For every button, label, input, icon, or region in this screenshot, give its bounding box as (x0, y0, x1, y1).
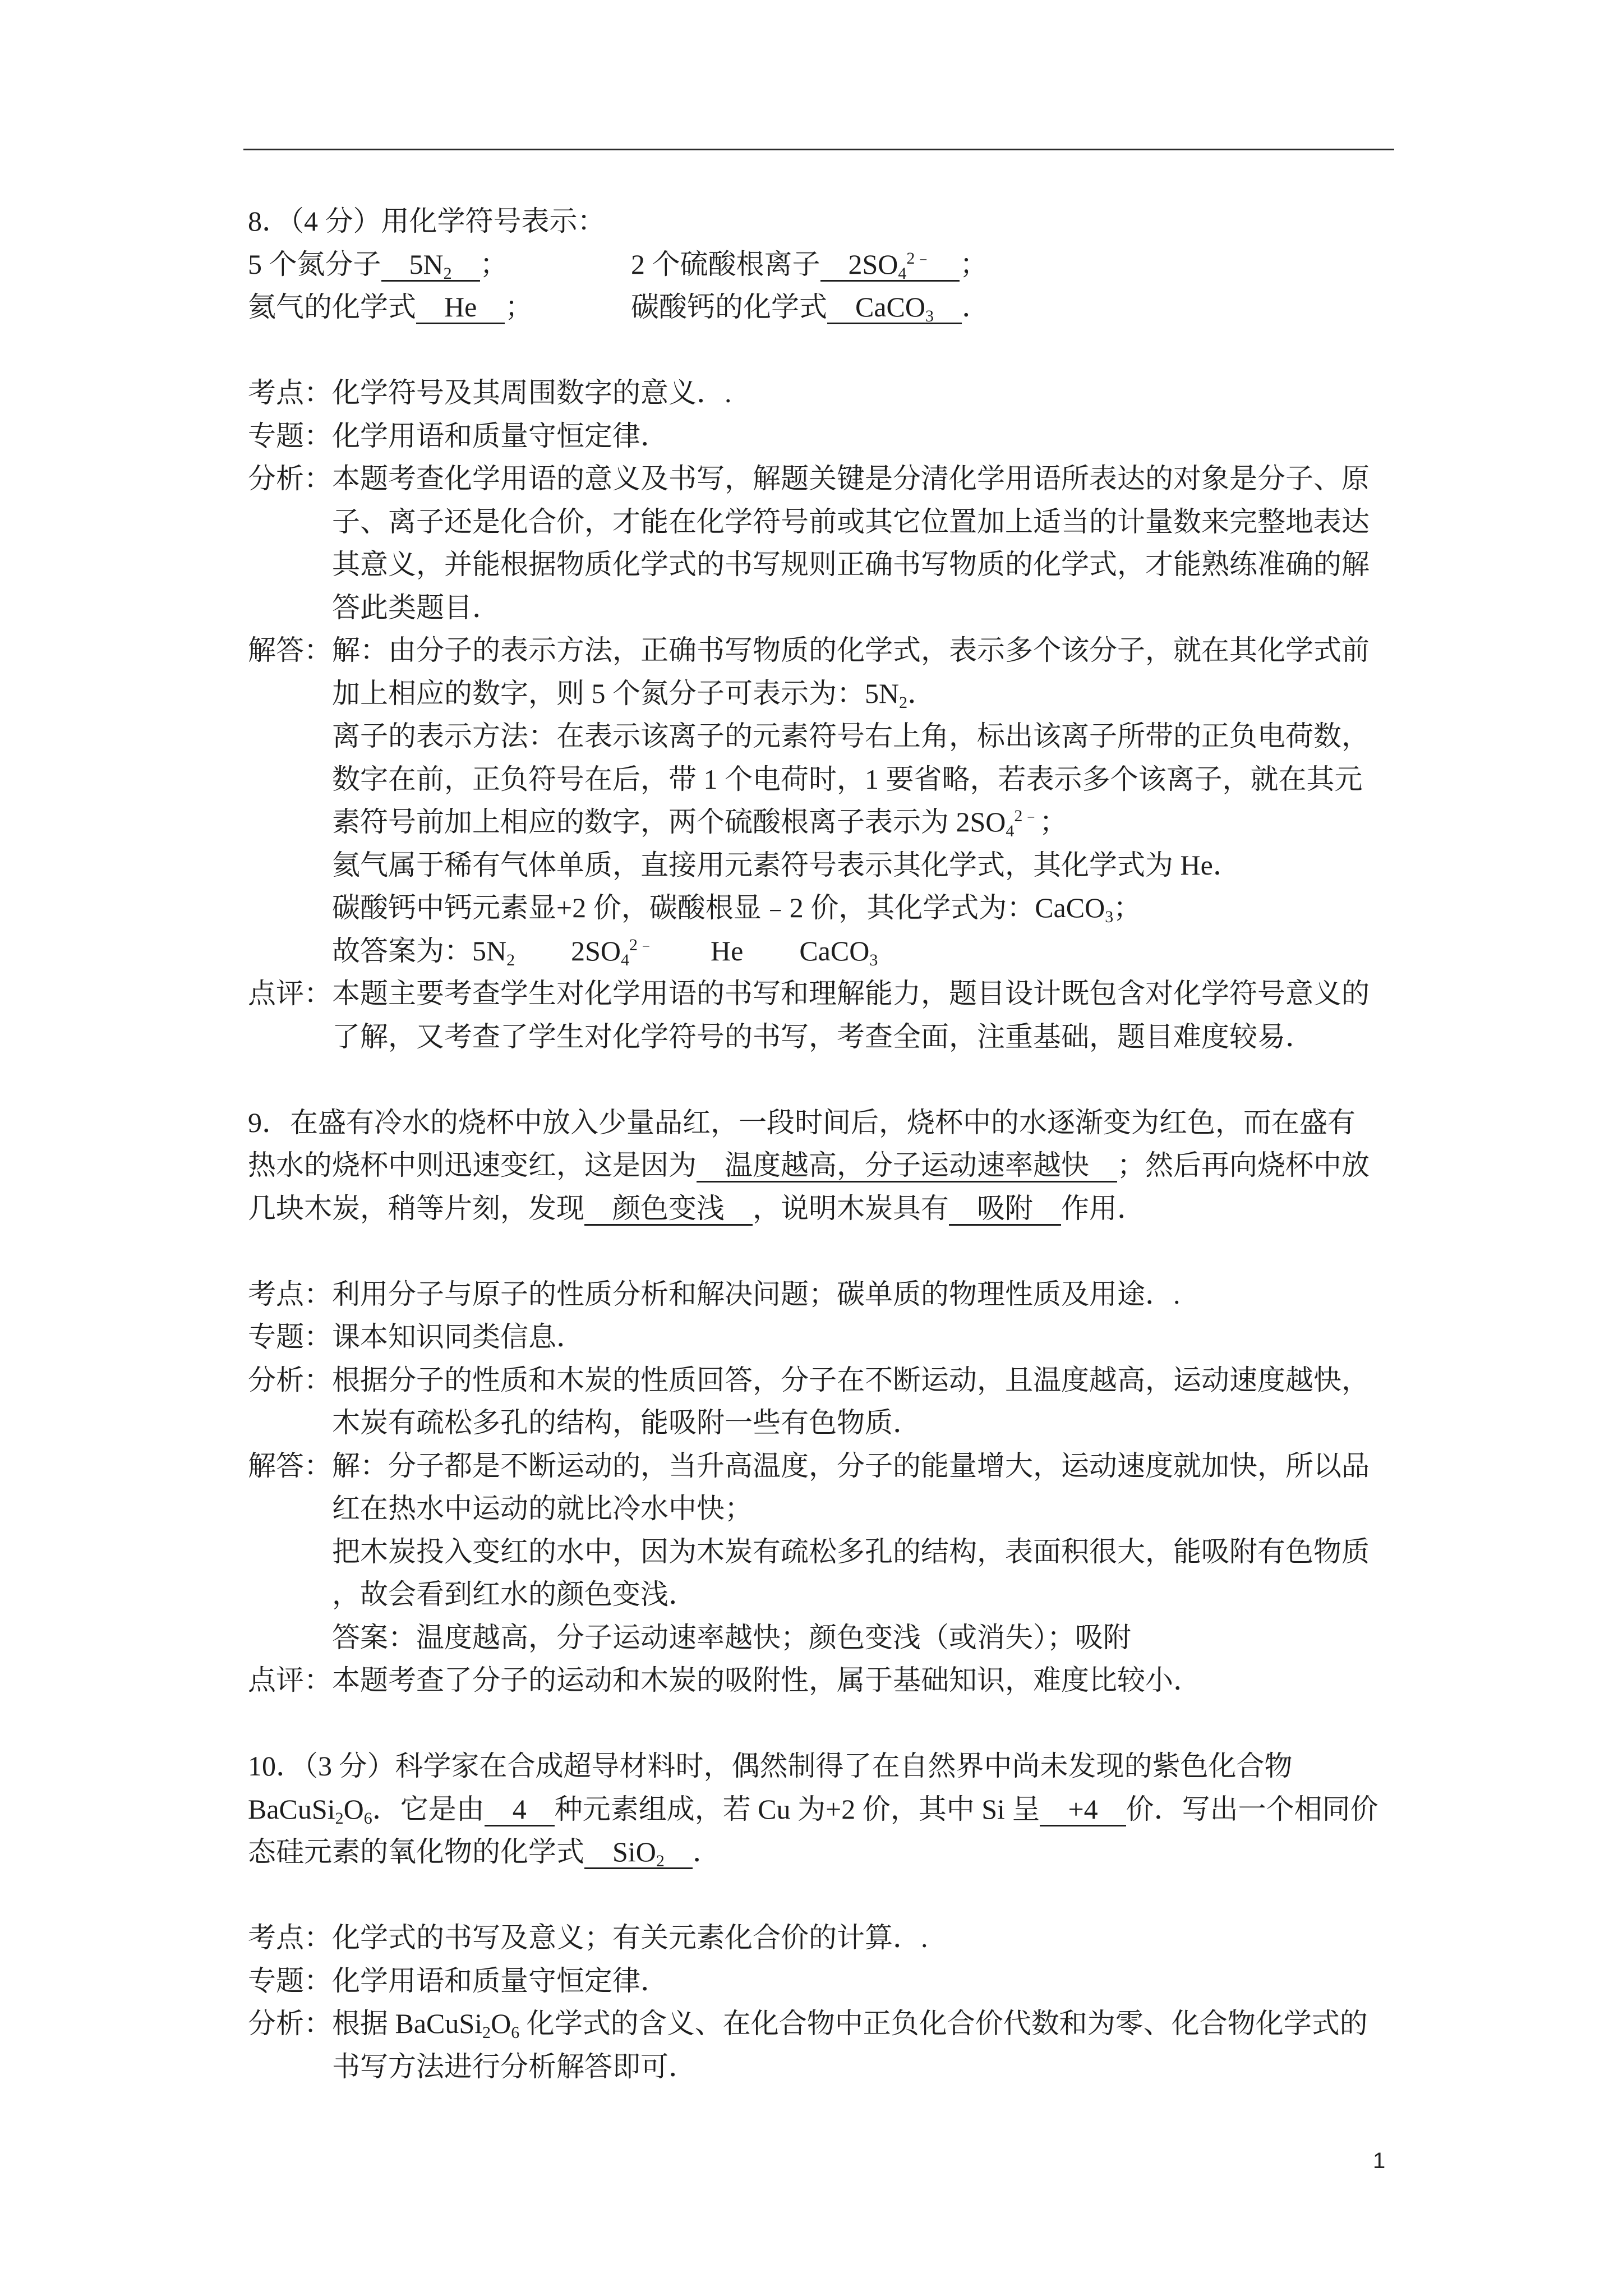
text-run: 根据 BaCuSi (332, 2008, 483, 2039)
text-run: 10．（3 分）科学家在合成超导材料时，偶然制得了在自然界中尚未发现的紫色化合物 (248, 1750, 1293, 1782)
text-run: 木炭有疏松多孔的结构，能吸附一些有色物质． (332, 1407, 921, 1438)
note-line (332, 1487, 1454, 1530)
note-label: 点评： (248, 978, 332, 1009)
text-run: O (343, 1793, 364, 1825)
note-label: 分析： (248, 1364, 332, 1396)
text-run: +4 (1068, 1793, 1098, 1825)
note-label: 专题： (248, 420, 332, 452)
text-run: 红在热水中运动的就比冷水中快； (332, 1493, 753, 1524)
answer-blank (697, 1149, 1117, 1182)
text-run: 氦气属于稀有气体单质，直接用元素符号表示其化学式，其化学式为 He． (332, 849, 1241, 881)
note-body (332, 2002, 1454, 2088)
text-run: 种元素组成，若 Cu 为+2 价，其中 Si 呈 (554, 1793, 1040, 1825)
answer-blank (820, 249, 960, 282)
note-line (332, 844, 1454, 887)
analysis-section (248, 457, 1454, 629)
text-run: 氦气的化学式 (248, 291, 416, 323)
note-label: 解答： (248, 1450, 332, 1481)
subscript: 3 (869, 950, 878, 969)
text-run: 离子的表示方法：在表示该离子的元素符号右上角，标出该离子所带的正负电荷数， (332, 720, 1370, 752)
text-run: 子、离子还是化合价，才能在化学符号前或其它位置加上适当的计量数来完整地表达 (332, 505, 1370, 537)
text-run: ； (1039, 806, 1068, 838)
text-run: 颜色变浅 (612, 1192, 725, 1224)
answer-blank (827, 291, 962, 324)
text-run: 本题主要考查学生对化学用语的书写和理解能力，题目设计既包含对化学符号意义的 (332, 978, 1370, 1009)
text-run: 吸附 (977, 1192, 1033, 1224)
stem-line (248, 200, 1454, 243)
text-run: 数字在前，正负符号在后，带 1 个电荷时，1 要省略，若表示多个该离子，就在其元 (332, 763, 1363, 795)
note-body (332, 1444, 1454, 1659)
note-line (332, 543, 1454, 586)
text-run: 加上相应的数字，则 5 个氮分子可表示为：5N (332, 677, 900, 709)
text-run: ．它是由 (372, 1793, 485, 1825)
subscript: 2 (443, 264, 452, 283)
solution-section (248, 1444, 1454, 1659)
subscript: 3 (1105, 908, 1114, 926)
subscript: 4 (898, 264, 907, 283)
text-run: 了解，又考查了学生对化学符号的书写，考查全面，注重基础，题目难度较易． (332, 1020, 1313, 1052)
text-run: 温度越高，分子运动速率越快 (725, 1149, 1089, 1181)
note-body (332, 415, 1454, 458)
text-run: 4 (512, 1793, 527, 1825)
text-run: O (491, 2008, 511, 2039)
note-line (332, 2045, 1454, 2088)
note-line (332, 1015, 1454, 1059)
subscript: 2 (335, 1809, 344, 1828)
subscript: 4 (621, 950, 630, 969)
note-line (332, 586, 1454, 629)
text-run: 其意义，并能根据物质化学式的书写规则正确书写物质的化学式，才能熟练准确的解 (332, 549, 1370, 580)
note-line (332, 1916, 1454, 1959)
answer-blank (584, 1193, 753, 1226)
text-run: 2 个硫酸根离子 (631, 248, 820, 280)
text-run: ． (692, 1836, 721, 1867)
stem-line (248, 1144, 1454, 1187)
text-run: 利用分子与原子的性质分析和解决问题；碳单质的物理性质及用途．. (332, 1278, 1181, 1310)
text-run: CaCO (855, 291, 925, 323)
note-body (332, 1273, 1454, 1316)
text-run: 8．（4 分）用化学符号表示： (248, 205, 606, 237)
text-run: ；然后再向烧杯中放 (1117, 1149, 1370, 1181)
text-run: 答案：温度越高，分子运动速率越快；颜色变浅（或消失）；吸附 (332, 1621, 1131, 1653)
subscript: 4 (1006, 822, 1015, 840)
note-line (332, 800, 1454, 844)
note-line (332, 930, 1454, 973)
superscript: 2﹣ (906, 249, 932, 268)
question-stem (248, 200, 1454, 329)
text-run: ． (962, 291, 990, 323)
comment-section (248, 1659, 1454, 1702)
text-run: ． (907, 677, 936, 709)
answer-blank (485, 1793, 555, 1826)
stem-line (248, 1830, 1454, 1874)
text-run: ； (960, 248, 988, 280)
note-label: 解答： (248, 634, 332, 666)
text-run: ； (479, 248, 508, 280)
note-line (332, 457, 1454, 500)
analysis-section (248, 1359, 1454, 1444)
text-run: 5 个氮分子 (248, 248, 381, 280)
note-line (332, 1959, 1454, 2003)
stem-line (248, 1101, 1454, 1144)
note-line (332, 886, 1454, 930)
analysis-section (248, 2002, 1454, 2088)
line-cell (248, 286, 631, 329)
text-run: 9．在盛有冷水的烧杯中放入少量品红，一段时间后，烧杯中的水逐渐变为红色，而在盛有 (248, 1106, 1355, 1138)
note-line (332, 672, 1454, 715)
solution-section (248, 629, 1454, 972)
header-rule (243, 149, 1394, 150)
text-run: 态硅元素的氧化物的化学式 (248, 1836, 584, 1867)
text-run: 2SO (515, 935, 621, 967)
note-line (332, 629, 1454, 672)
text-run: 课本知识同类信息． (332, 1321, 584, 1352)
text-run: 把木炭投入变红的水中，因为木炭有疏松多孔的结构，表面积很大，能吸附有色物质 (332, 1535, 1370, 1567)
question-stem (248, 1101, 1454, 1230)
note-label: 分析： (248, 2008, 332, 2039)
note-line (332, 972, 1454, 1015)
subscript: 6 (511, 2023, 520, 2042)
note-line (332, 1401, 1454, 1444)
text-run: 碳酸钙中钙元素显+2 价，碳酸根显﹣2 价，其化学式为：CaCO (332, 892, 1105, 923)
text-run: 化学式的含义、在化合物中正负化合价代数和为零、化合物化学式的 (519, 2008, 1368, 2039)
subscript: 6 (363, 1809, 372, 1828)
note-label: 考点： (248, 377, 332, 408)
line-cell (631, 286, 990, 329)
note-line (332, 1573, 1454, 1616)
text-run: 故答案为：5N (332, 935, 507, 967)
comment-section (248, 972, 1454, 1058)
subscript: 2 (482, 2023, 491, 2042)
answer-blank (416, 291, 505, 324)
exam-point-section (248, 371, 1454, 415)
text-run: 本题考查了分子的运动和木炭的吸附性，属于基础知识，难度比较小． (332, 1664, 1201, 1696)
note-label: 点评： (248, 1664, 332, 1696)
text-run: 书写方法进行分析解答即可． (332, 2050, 697, 2082)
note-line (332, 715, 1454, 758)
note-label: 考点： (248, 1278, 332, 1310)
line-cell (631, 243, 988, 286)
text-run: 化学符号及其周围数字的意义．. (332, 377, 732, 408)
text-run: ，故会看到红水的颜色变浅． (332, 1579, 697, 1610)
answer-blank (949, 1193, 1061, 1226)
question-block (248, 200, 1454, 1058)
note-line (332, 1659, 1454, 1702)
note-line (332, 1315, 1454, 1359)
note-body (332, 1315, 1454, 1359)
note-body (332, 371, 1454, 415)
text-run: 几块木炭，稍等片刻，发现 (248, 1192, 584, 1224)
answer-blank (584, 1836, 693, 1869)
text-run: 解：由分子的表示方法，正确书写物质的化学式，表示多个该分子，就在其化学式前 (332, 634, 1370, 666)
note-body (332, 972, 1454, 1058)
note-body (332, 457, 1454, 629)
text-run: 根据分子的性质和木炭的性质回答，分子在不断运动，且温度越高，运动速度越快， (332, 1364, 1370, 1396)
text-run: 化学式的书写及意义；有关元素化合价的计算．. (332, 1922, 928, 1953)
text-run: 化学用语和质量守恒定律． (332, 420, 668, 452)
text-run: 5N (409, 248, 444, 280)
line-cell (248, 243, 631, 286)
text-run: 答此类题目． (332, 591, 500, 623)
note-line (332, 1273, 1454, 1316)
subscript: 3 (925, 307, 934, 325)
text-run: ； (505, 291, 533, 323)
note-body (332, 1916, 1454, 1959)
note-body (332, 1959, 1454, 2003)
text-run: BaCuSi (248, 1793, 335, 1825)
text-run: 2SO (848, 248, 898, 280)
text-run: ，说明木炭具有 (753, 1192, 949, 1224)
note-line (332, 1359, 1454, 1402)
question-stem (248, 1745, 1454, 1874)
stem-line (248, 1788, 1454, 1831)
question-block (248, 1745, 1454, 2088)
answer-blank (1040, 1793, 1126, 1826)
note-body (332, 1659, 1454, 1702)
text-run: 碳酸钙的化学式 (631, 291, 827, 323)
note-label: 考点： (248, 1922, 332, 1953)
text-run: 化学用语和质量守恒定律． (332, 1964, 668, 1996)
text-run: SiO (612, 1836, 656, 1867)
topic-section (248, 415, 1454, 458)
text-run: 价．写出一个相同价 (1126, 1793, 1378, 1825)
note-body (332, 629, 1454, 972)
note-line (332, 1530, 1454, 1573)
topic-section (248, 1315, 1454, 1359)
exam-point-section (248, 1916, 1454, 1959)
subscript: 2 (656, 1852, 665, 1870)
note-label: 专题： (248, 1321, 332, 1352)
note-line (332, 2002, 1454, 2045)
note-line (332, 1444, 1454, 1488)
note-line (332, 1616, 1454, 1659)
exam-point-section (248, 1273, 1454, 1316)
subscript: 2 (506, 950, 515, 969)
question-block (248, 1101, 1454, 1702)
stem-line (248, 243, 1454, 286)
note-label: 专题： (248, 1964, 332, 1996)
page-number: 1 (1373, 2148, 1386, 2173)
text-run: He (444, 291, 477, 323)
answer-blank (381, 249, 480, 282)
text-run: 素符号前加上相应的数字，两个硫酸根离子表示为 2SO (332, 806, 1006, 838)
stem-line (248, 1745, 1454, 1788)
text-run: 热水的烧杯中则迅速变红，这是因为 (248, 1149, 697, 1181)
superscript: 2﹣ (1014, 807, 1040, 825)
superscript: 2﹣ (629, 935, 655, 954)
text-run: He CaCO (654, 935, 870, 967)
text-run: 本题考查化学用语的意义及书写，解题关键是分清化学用语所表达的对象是分子、原 (332, 463, 1370, 494)
text-run: 解：分子都是不断运动的，当升高温度，分子的能量增大，运动速度就加快，所以品 (332, 1450, 1370, 1481)
text-run: 作用． (1061, 1192, 1145, 1224)
subscript: 2 (899, 693, 908, 712)
note-label: 分析： (248, 463, 332, 494)
note-body (332, 1359, 1454, 1444)
text-run: ； (1113, 892, 1142, 923)
stem-line (248, 1187, 1454, 1230)
note-line (332, 758, 1454, 801)
topic-section (248, 1959, 1454, 2003)
note-line (332, 415, 1454, 458)
stem-line (248, 286, 1454, 329)
page-content (248, 200, 1454, 2088)
note-line (332, 500, 1454, 544)
note-line (332, 371, 1454, 415)
